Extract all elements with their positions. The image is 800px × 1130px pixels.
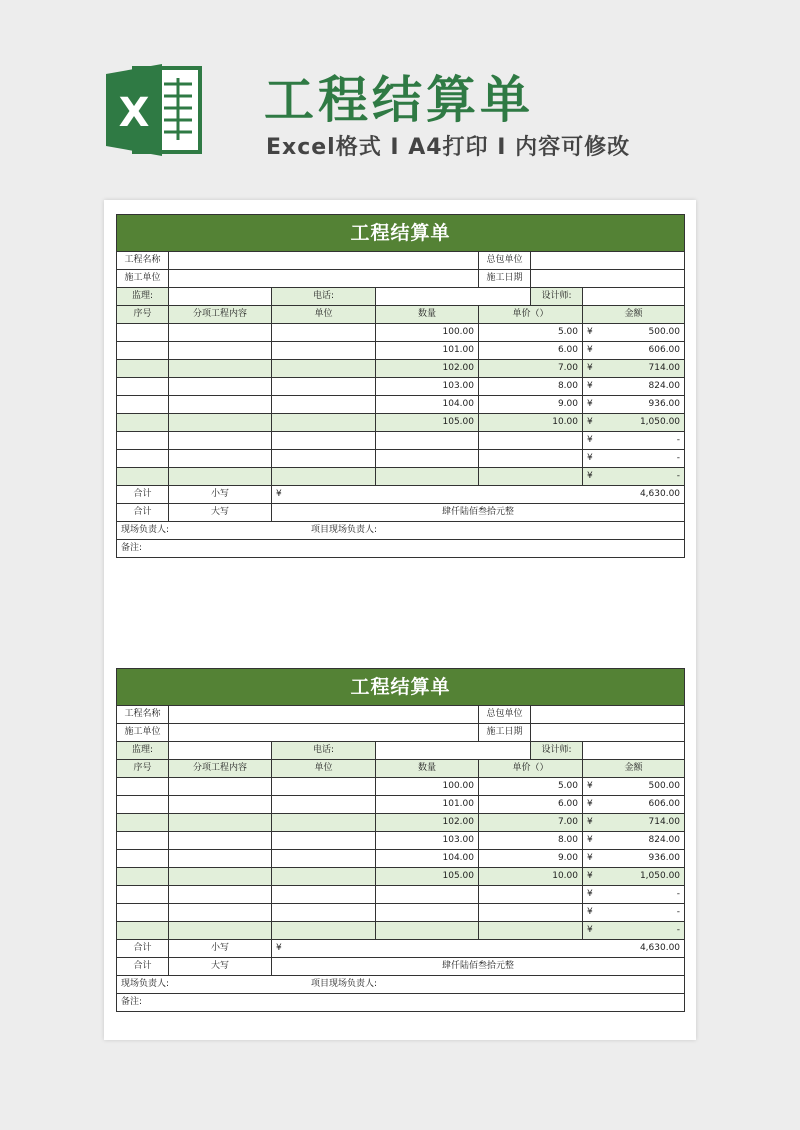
row-currency: ¥ (587, 817, 593, 827)
row-price-cell[interactable]: 7.00 (479, 360, 583, 378)
row-amount-value: 606.00 (648, 799, 681, 809)
label-construction-unit: 施工单位 (117, 724, 169, 742)
row-qty-cell[interactable] (376, 922, 479, 940)
row-amount-value: 714.00 (648, 363, 681, 373)
row-index-cell[interactable] (117, 796, 169, 814)
label-general-contractor: 总包单位 (479, 252, 531, 270)
row-amount-value: 936.00 (648, 399, 681, 409)
row-amount-cell[interactable] (583, 778, 685, 796)
row-index-cell[interactable] (117, 468, 169, 486)
label-phone: 电话: (272, 742, 376, 760)
col-header-item: 分项工程内容 (169, 306, 272, 324)
row-price-cell[interactable] (479, 922, 583, 940)
row-amount-value: - (676, 925, 681, 935)
row-price-cell[interactable]: 6.00 (479, 796, 583, 814)
phone-field[interactable] (376, 288, 531, 306)
row-unit-cell[interactable] (272, 378, 376, 396)
row-price-cell[interactable] (479, 450, 583, 468)
row-index-cell[interactable] (117, 832, 169, 850)
row-currency: ¥ (587, 907, 593, 917)
label-project-name: 工程名称 (117, 706, 169, 724)
signature-row (117, 976, 685, 994)
row-item-cell[interactable] (169, 778, 272, 796)
col-header-qty: 数量 (376, 306, 479, 324)
row-unit-cell[interactable] (272, 796, 376, 814)
label-total-lower: 合计 (117, 486, 169, 504)
label-project-site-manager: 项目现场负责人: (311, 525, 378, 535)
settlement-sheet-2 (116, 668, 684, 1012)
col-header-price: 单价（） (479, 306, 583, 324)
row-index-cell[interactable] (117, 778, 169, 796)
row-unit-cell[interactable] (272, 814, 376, 832)
signature-row (117, 522, 685, 540)
row-qty-cell[interactable]: 104.00 (376, 396, 479, 414)
row-currency: ¥ (587, 327, 593, 337)
row-price-cell[interactable] (479, 432, 583, 450)
row-qty-cell[interactable]: 101.00 (376, 796, 479, 814)
row-item-cell[interactable] (169, 324, 272, 342)
label-site-manager: 现场负责人: (121, 979, 170, 989)
label-construction-date: 施工日期 (479, 724, 531, 742)
designer-field[interactable] (583, 288, 685, 306)
row-amount-value: 606.00 (648, 345, 681, 355)
row-item-cell[interactable] (169, 814, 272, 832)
row-unit-cell[interactable] (272, 414, 376, 432)
row-qty-cell[interactable]: 103.00 (376, 378, 479, 396)
row-qty-cell[interactable]: 104.00 (376, 850, 479, 868)
row-price-cell[interactable]: 8.00 (479, 378, 583, 396)
svg-text:X: X (118, 90, 150, 136)
label-remark: 备注: (117, 994, 685, 1012)
row-currency: ¥ (587, 417, 593, 427)
row-amount-cell[interactable] (583, 450, 685, 468)
row-item-cell[interactable] (169, 796, 272, 814)
label-upper: 大写 (169, 504, 272, 522)
row-currency: ¥ (587, 925, 593, 935)
row-amount-value: 936.00 (648, 853, 681, 863)
col-header-unit: 单位 (272, 760, 376, 778)
row-index-cell[interactable] (117, 450, 169, 468)
label-site-manager: 现场负责人: (121, 525, 170, 535)
row-currency: ¥ (587, 799, 593, 809)
label-supervisor: 监理: (117, 742, 169, 760)
row-index-cell[interactable] (117, 342, 169, 360)
label-lower: 小写 (169, 940, 272, 958)
row-unit-cell[interactable] (272, 450, 376, 468)
settlement-sheet-1 (116, 214, 684, 558)
row-index-cell[interactable] (117, 414, 169, 432)
label-lower: 小写 (169, 486, 272, 504)
table-row (117, 414, 685, 432)
row-amount-value: - (676, 907, 681, 917)
row-item-cell[interactable] (169, 450, 272, 468)
row-currency: ¥ (587, 399, 593, 409)
row-unit-cell[interactable] (272, 832, 376, 850)
row-price-cell[interactable]: 5.00 (479, 324, 583, 342)
row-price-cell[interactable]: 6.00 (479, 342, 583, 360)
table-row (117, 468, 685, 486)
row-amount-value: - (676, 453, 681, 463)
row-currency: ¥ (587, 435, 593, 445)
col-header-unit: 单位 (272, 306, 376, 324)
row-price-cell[interactable]: 5.00 (479, 778, 583, 796)
row-index-cell[interactable] (117, 922, 169, 940)
row-qty-cell[interactable]: 101.00 (376, 342, 479, 360)
construction-unit-field[interactable] (169, 270, 479, 288)
table-row (117, 396, 685, 414)
row-item-cell[interactable] (169, 360, 272, 378)
row-amount-value: 824.00 (648, 381, 681, 391)
label-phone: 电话: (272, 288, 376, 306)
row-unit-cell[interactable] (272, 342, 376, 360)
row-item-cell[interactable] (169, 414, 272, 432)
row-item-cell[interactable] (169, 904, 272, 922)
row-item-cell[interactable] (169, 832, 272, 850)
row-unit-cell[interactable] (272, 886, 376, 904)
row-amount-value: 824.00 (648, 835, 681, 845)
phone-field[interactable] (376, 742, 531, 760)
label-designer: 设计师: (531, 742, 583, 760)
row-amount-value: - (676, 435, 681, 445)
row-currency: ¥ (587, 471, 593, 481)
row-index-cell[interactable] (117, 432, 169, 450)
row-amount-cell[interactable] (583, 886, 685, 904)
row-amount-cell[interactable] (583, 868, 685, 886)
row-qty-cell[interactable] (376, 450, 479, 468)
settlement-table (116, 668, 685, 1012)
construction-date-field[interactable] (531, 724, 685, 742)
row-unit-cell[interactable] (272, 868, 376, 886)
label-total-upper: 合计 (117, 958, 169, 976)
label-project-name: 工程名称 (117, 252, 169, 270)
row-qty-cell[interactable]: 103.00 (376, 832, 479, 850)
table-row (117, 324, 685, 342)
row-index-cell[interactable] (117, 324, 169, 342)
row-amount-value: - (676, 471, 681, 481)
row-price-cell[interactable]: 7.00 (479, 814, 583, 832)
total-upper-value: 肆仟陆佰叁拾元整 (272, 504, 685, 522)
row-amount-cell[interactable] (583, 432, 685, 450)
row-qty-cell[interactable]: 105.00 (376, 868, 479, 886)
total-lower-value: 4,630.00 (639, 943, 681, 953)
row-amount-cell[interactable] (583, 796, 685, 814)
general-contractor-field[interactable] (531, 706, 685, 724)
row-qty-cell[interactable] (376, 468, 479, 486)
row-price-cell[interactable]: 8.00 (479, 832, 583, 850)
row-amount-cell[interactable] (583, 342, 685, 360)
row-item-cell[interactable] (169, 432, 272, 450)
row-unit-cell[interactable] (272, 396, 376, 414)
col-header-index: 序号 (117, 306, 169, 324)
row-currency: ¥ (587, 835, 593, 845)
row-qty-cell[interactable]: 100.00 (376, 778, 479, 796)
total-lower-cell (272, 940, 685, 958)
row-currency: ¥ (587, 781, 593, 791)
label-general-contractor: 总包单位 (479, 706, 531, 724)
col-header-price: 单价（） (479, 760, 583, 778)
row-amount-cell[interactable] (583, 922, 685, 940)
row-price-cell[interactable] (479, 886, 583, 904)
col-header-amount: 金额 (583, 760, 685, 778)
row-amount-cell[interactable] (583, 832, 685, 850)
row-amount-cell[interactable] (583, 850, 685, 868)
row-qty-cell[interactable]: 100.00 (376, 324, 479, 342)
row-qty-cell[interactable] (376, 886, 479, 904)
row-item-cell[interactable] (169, 342, 272, 360)
construction-date-field[interactable] (531, 270, 685, 288)
total-upper-value: 肆仟陆佰叁拾元整 (272, 958, 685, 976)
table-row (117, 904, 685, 922)
label-project-site-manager: 项目现场负责人: (311, 979, 378, 989)
row-unit-cell[interactable] (272, 850, 376, 868)
row-currency: ¥ (587, 853, 593, 863)
project-name-field[interactable] (169, 706, 479, 724)
table-row (117, 378, 685, 396)
row-index-cell[interactable] (117, 904, 169, 922)
col-header-index: 序号 (117, 760, 169, 778)
row-amount-value: 1,050.00 (639, 417, 681, 427)
row-price-cell[interactable] (479, 904, 583, 922)
settlement-table (116, 214, 685, 558)
table-row (117, 342, 685, 360)
row-currency: ¥ (587, 889, 593, 899)
table-row (117, 868, 685, 886)
row-amount-value: 500.00 (648, 327, 681, 337)
row-amount-cell[interactable] (583, 396, 685, 414)
total-lower-currency: ¥ (276, 943, 282, 953)
row-currency: ¥ (587, 363, 593, 373)
page-title: 工程结算单 (264, 71, 534, 129)
table-row (117, 814, 685, 832)
row-item-cell[interactable] (169, 922, 272, 940)
row-currency: ¥ (587, 345, 593, 355)
row-amount-cell[interactable] (583, 814, 685, 832)
label-upper: 大写 (169, 958, 272, 976)
row-unit-cell[interactable] (272, 324, 376, 342)
table-row (117, 832, 685, 850)
supervisor-field[interactable] (169, 288, 272, 306)
row-index-cell[interactable] (117, 868, 169, 886)
row-unit-cell[interactable] (272, 778, 376, 796)
label-designer: 设计师: (531, 288, 583, 306)
row-index-cell[interactable] (117, 396, 169, 414)
row-index-cell[interactable] (117, 850, 169, 868)
row-price-cell[interactable]: 10.00 (479, 414, 583, 432)
row-amount-value: 500.00 (648, 781, 681, 791)
col-header-amount: 金额 (583, 306, 685, 324)
total-lower-cell (272, 486, 685, 504)
row-item-cell[interactable] (169, 468, 272, 486)
label-remark: 备注: (117, 540, 685, 558)
label-construction-date: 施工日期 (479, 270, 531, 288)
row-item-cell[interactable] (169, 886, 272, 904)
row-unit-cell[interactable] (272, 432, 376, 450)
total-lower-value: 4,630.00 (639, 489, 681, 499)
construction-unit-field[interactable] (169, 724, 479, 742)
row-amount-cell[interactable] (583, 324, 685, 342)
label-total-upper: 合计 (117, 504, 169, 522)
table-row (117, 360, 685, 378)
row-price-cell[interactable]: 9.00 (479, 850, 583, 868)
table-row (117, 886, 685, 904)
row-item-cell[interactable] (169, 378, 272, 396)
row-index-cell[interactable] (117, 886, 169, 904)
label-total-lower: 合计 (117, 940, 169, 958)
row-item-cell[interactable] (169, 850, 272, 868)
col-header-qty: 数量 (376, 760, 479, 778)
row-item-cell[interactable] (169, 396, 272, 414)
row-qty-cell[interactable]: 102.00 (376, 814, 479, 832)
table-row (117, 922, 685, 940)
supervisor-field[interactable] (169, 742, 272, 760)
row-item-cell[interactable] (169, 868, 272, 886)
col-header-item: 分项工程内容 (169, 760, 272, 778)
table-row (117, 796, 685, 814)
row-qty-cell[interactable]: 102.00 (376, 360, 479, 378)
row-currency: ¥ (587, 381, 593, 391)
sheet-title: 工程结算单 (117, 669, 685, 706)
row-price-cell[interactable]: 10.00 (479, 868, 583, 886)
table-row (117, 450, 685, 468)
table-row (117, 850, 685, 868)
row-amount-cell[interactable] (583, 468, 685, 486)
row-unit-cell[interactable] (272, 360, 376, 378)
row-index-cell[interactable] (117, 360, 169, 378)
row-amount-cell[interactable] (583, 414, 685, 432)
table-row (117, 432, 685, 450)
label-supervisor: 监理: (117, 288, 169, 306)
designer-field[interactable] (583, 742, 685, 760)
row-unit-cell[interactable] (272, 922, 376, 940)
row-amount-cell[interactable] (583, 360, 685, 378)
page-subtitle: Excel格式 I A4打印 I 内容可修改 (266, 135, 631, 160)
row-currency: ¥ (587, 871, 593, 881)
project-name-field[interactable] (169, 252, 479, 270)
row-unit-cell[interactable] (272, 904, 376, 922)
row-amount-cell[interactable] (583, 904, 685, 922)
row-amount-cell[interactable] (583, 378, 685, 396)
row-price-cell[interactable]: 9.00 (479, 396, 583, 414)
row-amount-value: 714.00 (648, 817, 681, 827)
row-amount-value: 1,050.00 (639, 871, 681, 881)
total-lower-currency: ¥ (276, 489, 282, 499)
row-unit-cell[interactable] (272, 468, 376, 486)
row-currency: ¥ (587, 453, 593, 463)
row-amount-value: - (676, 889, 681, 899)
sheet-title: 工程结算单 (117, 215, 685, 252)
row-qty-cell[interactable]: 105.00 (376, 414, 479, 432)
table-row (117, 778, 685, 796)
row-index-cell[interactable] (117, 378, 169, 396)
row-index-cell[interactable] (117, 814, 169, 832)
excel-logo-icon (104, 62, 204, 158)
label-construction-unit: 施工单位 (117, 270, 169, 288)
row-price-cell[interactable] (479, 468, 583, 486)
row-qty-cell[interactable] (376, 432, 479, 450)
row-qty-cell[interactable] (376, 904, 479, 922)
general-contractor-field[interactable] (531, 252, 685, 270)
